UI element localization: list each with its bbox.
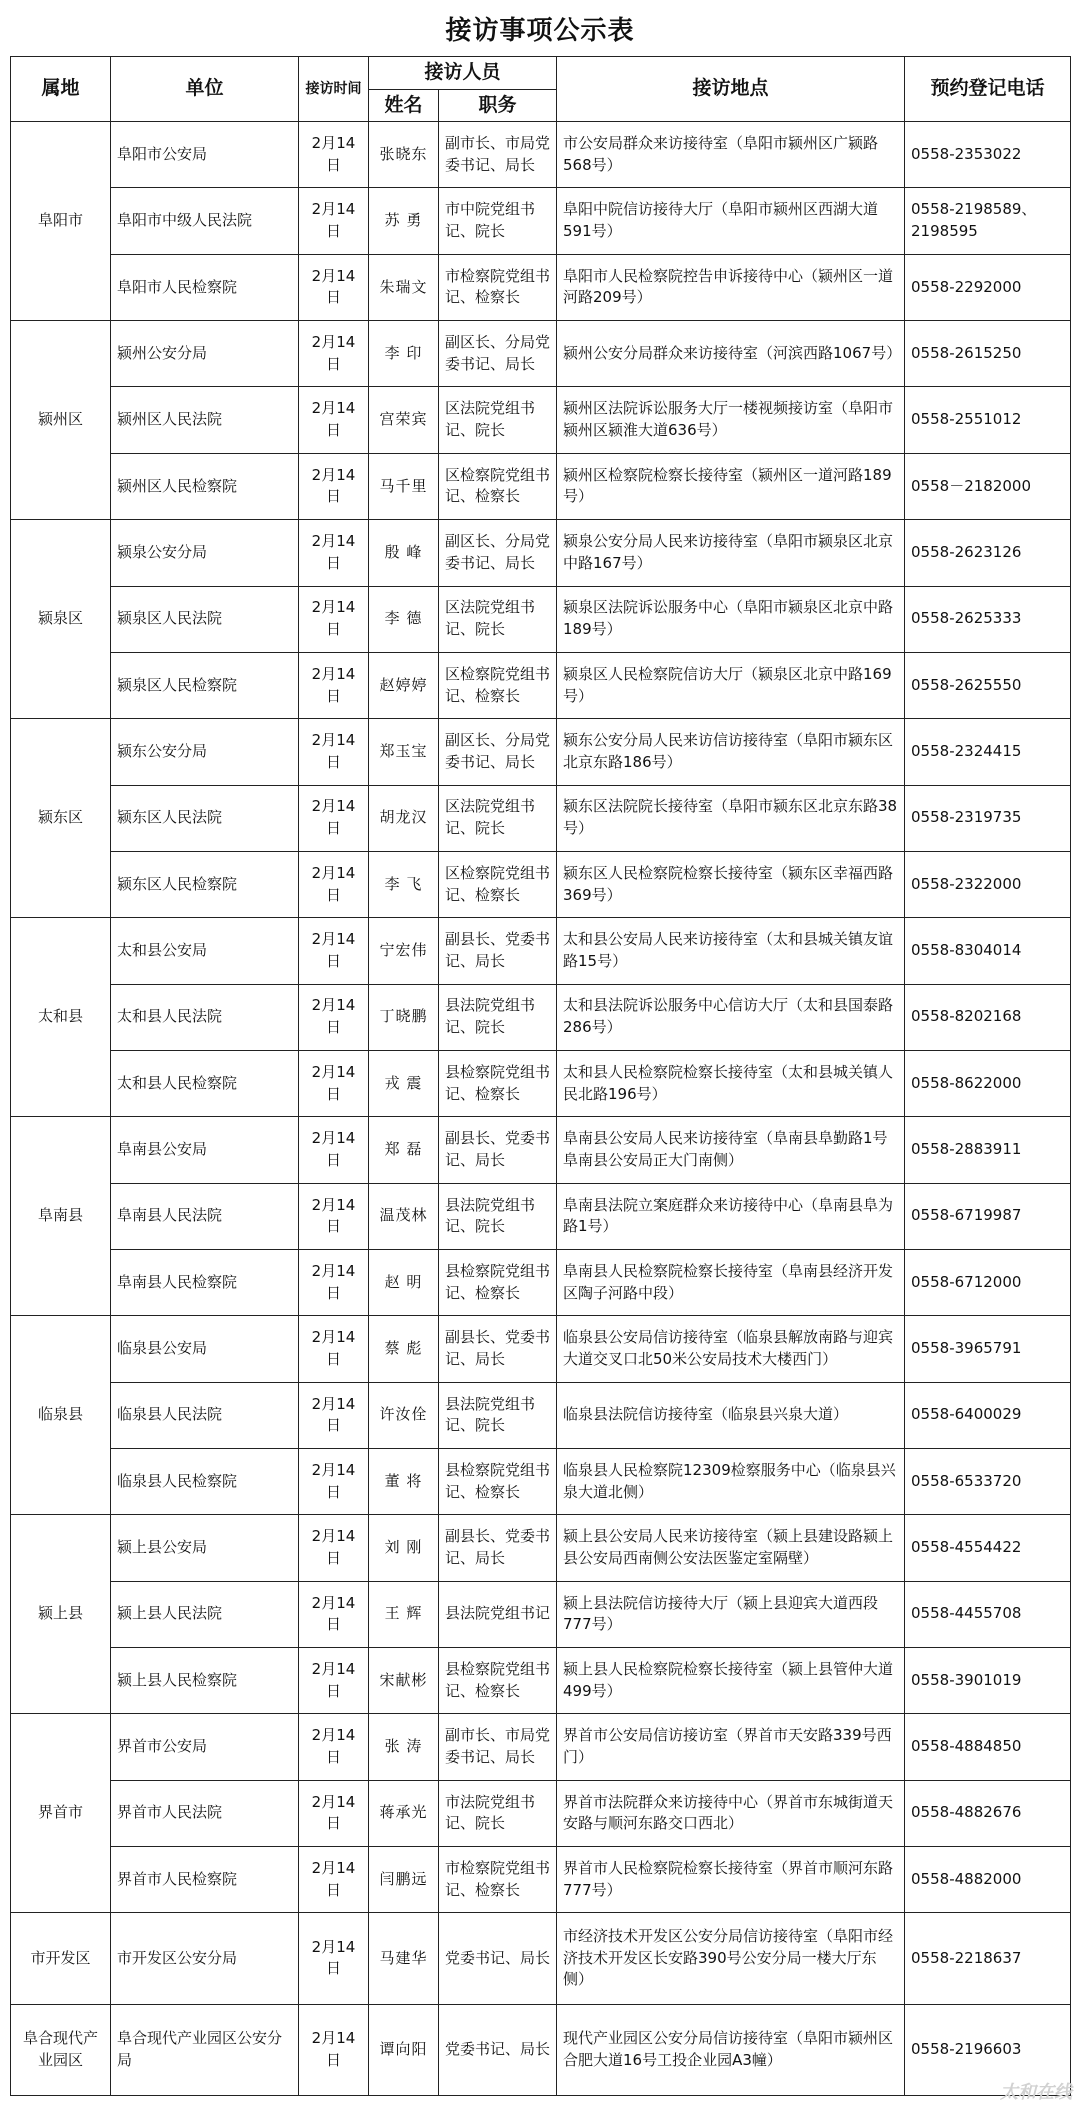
date-cell: 2月14日 xyxy=(299,453,369,519)
name-cell: 许汝佺 xyxy=(369,1382,439,1448)
name-cell: 宫荣宾 xyxy=(369,387,439,453)
position-cell: 副市长、市局党委书记、局长 xyxy=(439,122,557,188)
position-cell: 党委书记、局长 xyxy=(439,1913,557,2004)
header-location: 接访地点 xyxy=(557,57,905,122)
unit-cell: 临泉县人民检察院 xyxy=(111,1448,299,1514)
position-cell: 县检察院党组书记、检察长 xyxy=(439,1448,557,1514)
date-cell: 2月14日 xyxy=(299,1780,369,1846)
region-cell: 阜合现代产业园区 xyxy=(11,2004,111,2095)
phone-cell: 0558-2322000 xyxy=(905,851,1071,917)
name-cell: 郑 磊 xyxy=(369,1117,439,1183)
unit-cell: 阜南县人民法院 xyxy=(111,1183,299,1249)
region-cell: 颍东区 xyxy=(11,719,111,918)
date-cell: 2月14日 xyxy=(299,254,369,320)
phone-cell: 0558-6712000 xyxy=(905,1249,1071,1315)
name-cell: 赵 明 xyxy=(369,1249,439,1315)
region-cell: 颍州区 xyxy=(11,321,111,520)
location-cell: 颍州公安分局群众来访接待室（河滨西路1067号） xyxy=(557,321,905,387)
table-row xyxy=(11,785,1071,851)
date-cell: 2月14日 xyxy=(299,188,369,254)
phone-cell: 0558-6719987 xyxy=(905,1183,1071,1249)
region-cell: 颍上县 xyxy=(11,1515,111,1714)
location-cell: 颍上县公安局人民来访接待室（颍上县建设路颍上县公安局西南侧公安法医鉴定室隔壁） xyxy=(557,1515,905,1581)
unit-cell: 阜合现代产业园区公安分局 xyxy=(111,2004,299,2095)
table-row xyxy=(11,321,1071,387)
unit-cell: 阜南县公安局 xyxy=(111,1117,299,1183)
phone-cell: 0558-3965791 xyxy=(905,1316,1071,1382)
location-cell: 阜南县法院立案庭群众来访接待中心（阜南县阜为路1号） xyxy=(557,1183,905,1249)
table-row xyxy=(11,851,1071,917)
date-cell: 2月14日 xyxy=(299,1249,369,1315)
unit-cell: 颍上县公安局 xyxy=(111,1515,299,1581)
date-cell: 2月14日 xyxy=(299,1382,369,1448)
location-cell: 阜阳市人民检察院控告申诉接待中心（颍州区一道河路209号） xyxy=(557,254,905,320)
table-row xyxy=(11,1714,1071,1780)
position-cell: 副区长、分局党委书记、局长 xyxy=(439,520,557,586)
watermark-logo: 太和在线 xyxy=(1000,2082,1072,2103)
unit-cell: 颍东区人民法院 xyxy=(111,785,299,851)
location-cell: 颍州区法院诉讼服务大厅一楼视频接访室（阜阳市颍州区颍淮大道636号） xyxy=(557,387,905,453)
location-cell: 颍东区法院院长接待室（阜阳市颍东区北京东路38号） xyxy=(557,785,905,851)
table-row xyxy=(11,254,1071,320)
position-cell: 区法院党组书记、院长 xyxy=(439,586,557,652)
header-staff: 接访人员 xyxy=(369,57,557,90)
position-cell: 市检察院党组书记、检察长 xyxy=(439,254,557,320)
date-cell: 2月14日 xyxy=(299,1515,369,1581)
phone-cell: 0558-3901019 xyxy=(905,1648,1071,1714)
unit-cell: 颍州区人民法院 xyxy=(111,387,299,453)
region-cell: 市开发区 xyxy=(11,1913,111,2004)
date-cell: 2月14日 xyxy=(299,122,369,188)
name-cell: 温茂林 xyxy=(369,1183,439,1249)
unit-cell: 颍州公安分局 xyxy=(111,321,299,387)
header-position: 职务 xyxy=(439,89,557,122)
phone-cell: 0558-4554422 xyxy=(905,1515,1071,1581)
table-row xyxy=(11,1183,1071,1249)
name-cell: 戎 震 xyxy=(369,1050,439,1116)
date-cell: 2月14日 xyxy=(299,2004,369,2095)
table-row xyxy=(11,1581,1071,1647)
location-cell: 界首市法院群众来访接待中心（界首市东城街道天安路与顺河东路交口西北） xyxy=(557,1780,905,1846)
location-cell: 太和县公安局人民来访接待室（太和县城关镇友谊路15号） xyxy=(557,918,905,984)
name-cell: 蔡 彪 xyxy=(369,1316,439,1382)
name-cell: 李 飞 xyxy=(369,851,439,917)
region-cell: 阜南县 xyxy=(11,1117,111,1316)
phone-cell: 0558-2319735 xyxy=(905,785,1071,851)
name-cell: 苏 勇 xyxy=(369,188,439,254)
name-cell: 马千里 xyxy=(369,453,439,519)
date-cell: 2月14日 xyxy=(299,1050,369,1116)
table-header xyxy=(11,57,1071,122)
unit-cell: 太和县人民法院 xyxy=(111,984,299,1050)
unit-cell: 颍上县人民法院 xyxy=(111,1581,299,1647)
date-cell: 2月14日 xyxy=(299,785,369,851)
table-row xyxy=(11,1913,1071,2004)
position-cell: 副县长、党委书记、局长 xyxy=(439,1515,557,1581)
table-row xyxy=(11,719,1071,785)
table-row xyxy=(11,1050,1071,1116)
location-cell: 颍东公安分局人民来访信访接待室（阜阳市颍东区北京东路186号） xyxy=(557,719,905,785)
name-cell: 马建华 xyxy=(369,1913,439,2004)
unit-cell: 阜南县人民检察院 xyxy=(111,1249,299,1315)
header-name: 姓名 xyxy=(369,89,439,122)
table-row xyxy=(11,122,1071,188)
date-cell: 2月14日 xyxy=(299,1316,369,1382)
date-cell: 2月14日 xyxy=(299,1117,369,1183)
date-cell: 2月14日 xyxy=(299,1581,369,1647)
name-cell: 宁宏伟 xyxy=(369,918,439,984)
table-row xyxy=(11,984,1071,1050)
location-cell: 颍泉区人民检察院信访大厅（颍泉区北京中路169号） xyxy=(557,652,905,718)
unit-cell: 颍上县人民检察院 xyxy=(111,1648,299,1714)
phone-cell: 0558-4882676 xyxy=(905,1780,1071,1846)
position-cell: 县检察院党组书记、检察长 xyxy=(439,1648,557,1714)
location-cell: 现代产业园区公安分局信访接待室（阜阳市颍州区合肥大道16号工投企业园A3幢） xyxy=(557,2004,905,2095)
location-cell: 颍上县人民检察院检察长接待室（颍上县管仲大道499号） xyxy=(557,1648,905,1714)
name-cell: 殷 峰 xyxy=(369,520,439,586)
name-cell: 谭向阳 xyxy=(369,2004,439,2095)
position-cell: 副市长、市局党委书记、局长 xyxy=(439,1714,557,1780)
name-cell: 李 德 xyxy=(369,586,439,652)
position-cell: 县检察院党组书记、检察长 xyxy=(439,1249,557,1315)
location-cell: 市经济技术开发区公安分局信访接待室（阜阳市经济技术开发区长安路390号公安分局一楼大厅东侧） xyxy=(557,1913,905,2004)
name-cell: 赵婷婷 xyxy=(369,652,439,718)
header-unit: 单位 xyxy=(111,57,299,122)
unit-cell: 界首市公安局 xyxy=(111,1714,299,1780)
unit-cell: 颍泉公安分局 xyxy=(111,520,299,586)
phone-cell: 0558-2883911 xyxy=(905,1117,1071,1183)
region-cell: 阜阳市 xyxy=(11,122,111,321)
table-row xyxy=(11,1382,1071,1448)
location-cell: 颍州区检察院检察长接待室（颍州区一道河路189号） xyxy=(557,453,905,519)
location-cell: 颍泉公安分局人民来访接待室（阜阳市颍泉区北京中路167号） xyxy=(557,520,905,586)
phone-cell: 0558-2615250 xyxy=(905,321,1071,387)
location-cell: 太和县人民检察院检察长接待室（太和县城关镇人民北路196号） xyxy=(557,1050,905,1116)
position-cell: 副县长、党委书记、局长 xyxy=(439,1117,557,1183)
position-cell: 区检察院党组书记、检察长 xyxy=(439,652,557,718)
position-cell: 市法院党组书记、院长 xyxy=(439,1780,557,1846)
position-cell: 副县长、党委书记、局长 xyxy=(439,1316,557,1382)
name-cell: 闫鹏远 xyxy=(369,1847,439,1913)
table-row xyxy=(11,1249,1071,1315)
unit-cell: 界首市人民检察院 xyxy=(111,1847,299,1913)
location-cell: 太和县法院诉讼服务中心信访大厅（太和县国泰路286号） xyxy=(557,984,905,1050)
table-row xyxy=(11,1117,1071,1183)
name-cell: 郑玉宝 xyxy=(369,719,439,785)
date-cell: 2月14日 xyxy=(299,1714,369,1780)
date-cell: 2月14日 xyxy=(299,1648,369,1714)
region-cell: 临泉县 xyxy=(11,1316,111,1515)
table-row xyxy=(11,1448,1071,1514)
date-cell: 2月14日 xyxy=(299,1448,369,1514)
date-cell: 2月14日 xyxy=(299,652,369,718)
location-cell: 颍东区人民检察院检察长接待室（颍东区幸福西路369号） xyxy=(557,851,905,917)
phone-cell: 0558-2625333 xyxy=(905,586,1071,652)
position-cell: 县法院党组书记、院长 xyxy=(439,1183,557,1249)
phone-cell: 0558-4884850 xyxy=(905,1714,1071,1780)
table-row xyxy=(11,520,1071,586)
table-body xyxy=(11,122,1071,2096)
position-cell: 县法院党组书记、院长 xyxy=(439,1382,557,1448)
name-cell: 张 涛 xyxy=(369,1714,439,1780)
unit-cell: 临泉县人民法院 xyxy=(111,1382,299,1448)
location-cell: 市公安局群众来访接待室（阜阳市颍州区广颍路568号） xyxy=(557,122,905,188)
phone-cell: 0558-2218637 xyxy=(905,1913,1071,2004)
table-row xyxy=(11,1648,1071,1714)
phone-cell: 0558-4882000 xyxy=(905,1847,1071,1913)
phone-cell: 0558-2324415 xyxy=(905,719,1071,785)
location-cell: 界首市公安局信访接访室（界首市天安路339号西门） xyxy=(557,1714,905,1780)
name-cell: 胡龙汉 xyxy=(369,785,439,851)
date-cell: 2月14日 xyxy=(299,719,369,785)
date-cell: 2月14日 xyxy=(299,1183,369,1249)
unit-cell: 阜阳市人民检察院 xyxy=(111,254,299,320)
date-cell: 2月14日 xyxy=(299,1913,369,2004)
unit-cell: 太和县公安局 xyxy=(111,918,299,984)
phone-cell: 0558-2292000 xyxy=(905,254,1071,320)
date-cell: 2月14日 xyxy=(299,1847,369,1913)
position-cell: 县检察院党组书记、检察长 xyxy=(439,1050,557,1116)
location-cell: 临泉县法院信访接待室（临泉县兴泉大道） xyxy=(557,1382,905,1448)
phone-cell: 0558-2551012 xyxy=(905,387,1071,453)
phone-cell: 0558-2198589、2198595 xyxy=(905,188,1071,254)
region-cell: 太和县 xyxy=(11,918,111,1117)
location-cell: 阜南县公安局人民来访接待室（阜南县阜勤路1号阜南县公安局正大门南侧） xyxy=(557,1117,905,1183)
table-row xyxy=(11,652,1071,718)
position-cell: 市检察院党组书记、检察长 xyxy=(439,1847,557,1913)
table-row xyxy=(11,1780,1071,1846)
table-row xyxy=(11,918,1071,984)
header-time: 接访时间 xyxy=(299,57,369,122)
location-cell: 临泉县人民检察院12309检察服务中心（临泉县兴泉大道北侧） xyxy=(557,1448,905,1514)
name-cell: 董 将 xyxy=(369,1448,439,1514)
table-row xyxy=(11,1316,1071,1382)
position-cell: 副县长、党委书记、局长 xyxy=(439,918,557,984)
phone-cell: 0558-8622000 xyxy=(905,1050,1071,1116)
table-row xyxy=(11,586,1071,652)
position-cell: 区检察院党组书记、检察长 xyxy=(439,851,557,917)
date-cell: 2月14日 xyxy=(299,387,369,453)
date-cell: 2月14日 xyxy=(299,586,369,652)
position-cell: 县法院党组书记、院长 xyxy=(439,984,557,1050)
unit-cell: 阜阳市中级人民法院 xyxy=(111,188,299,254)
phone-cell: 0558-4455708 xyxy=(905,1581,1071,1647)
schedule-table xyxy=(10,56,1071,2096)
name-cell: 张晓东 xyxy=(369,122,439,188)
unit-cell: 颍州区人民检察院 xyxy=(111,453,299,519)
table-row xyxy=(11,2004,1071,2095)
unit-cell: 临泉县公安局 xyxy=(111,1316,299,1382)
header-region: 属地 xyxy=(11,57,111,122)
phone-cell: 0558-8304014 xyxy=(905,918,1071,984)
date-cell: 2月14日 xyxy=(299,321,369,387)
name-cell: 蒋承光 xyxy=(369,1780,439,1846)
phone-cell: 0558-6533720 xyxy=(905,1448,1071,1514)
position-cell: 副区长、分局党委书记、局长 xyxy=(439,321,557,387)
date-cell: 2月14日 xyxy=(299,851,369,917)
position-cell: 副区长、分局党委书记、局长 xyxy=(439,719,557,785)
name-cell: 李 印 xyxy=(369,321,439,387)
unit-cell: 阜阳市公安局 xyxy=(111,122,299,188)
phone-cell: 0558－2182000 xyxy=(905,453,1071,519)
phone-cell: 0558-2623126 xyxy=(905,520,1071,586)
table-row xyxy=(11,1847,1071,1913)
phone-cell: 0558-2196603 xyxy=(905,2004,1071,2095)
location-cell: 颍泉区法院诉讼服务中心（阜阳市颍泉区北京中路189号） xyxy=(557,586,905,652)
table-row xyxy=(11,1515,1071,1581)
header-phone: 预约登记电话 xyxy=(905,57,1071,122)
region-cell: 颍泉区 xyxy=(11,520,111,719)
location-cell: 阜南县人民检察院检察长接待室（阜南县经济开发区陶子河路中段） xyxy=(557,1249,905,1315)
date-cell: 2月14日 xyxy=(299,918,369,984)
unit-cell: 颍泉区人民检察院 xyxy=(111,652,299,718)
position-cell: 县法院党组书记 xyxy=(439,1581,557,1647)
position-cell: 区法院党组书记、院长 xyxy=(439,387,557,453)
position-cell: 市中院党组书记、院长 xyxy=(439,188,557,254)
unit-cell: 市开发区公安分局 xyxy=(111,1913,299,2004)
unit-cell: 界首市人民法院 xyxy=(111,1780,299,1846)
region-cell: 界首市 xyxy=(11,1714,111,1913)
table-row xyxy=(11,188,1071,254)
phone-cell: 0558-6400029 xyxy=(905,1382,1071,1448)
name-cell: 朱瑞文 xyxy=(369,254,439,320)
unit-cell: 颍泉区人民法院 xyxy=(111,586,299,652)
table-row xyxy=(11,387,1071,453)
unit-cell: 颍东公安分局 xyxy=(111,719,299,785)
location-cell: 界首市人民检察院检察长接待室（界首市顺河东路777号） xyxy=(557,1847,905,1913)
date-cell: 2月14日 xyxy=(299,520,369,586)
position-cell: 党委书记、局长 xyxy=(439,2004,557,2095)
name-cell: 王 辉 xyxy=(369,1581,439,1647)
unit-cell: 颍东区人民检察院 xyxy=(111,851,299,917)
name-cell: 刘 刚 xyxy=(369,1515,439,1581)
date-cell: 2月14日 xyxy=(299,984,369,1050)
name-cell: 宋献彬 xyxy=(369,1648,439,1714)
location-cell: 阜阳中院信访接待大厅（阜阳市颍州区西湖大道591号） xyxy=(557,188,905,254)
phone-cell: 0558-8202168 xyxy=(905,984,1071,1050)
phone-cell: 0558-2353022 xyxy=(905,122,1071,188)
position-cell: 区法院党组书记、院长 xyxy=(439,785,557,851)
location-cell: 颍上县法院信访接待大厅（颍上县迎宾大道西段777号） xyxy=(557,1581,905,1647)
location-cell: 临泉县公安局信访接待室（临泉县解放南路与迎宾大道交叉口北50米公安局技术大楼西门） xyxy=(557,1316,905,1382)
phone-cell: 0558-2625550 xyxy=(905,652,1071,718)
name-cell: 丁晓鹏 xyxy=(369,984,439,1050)
unit-cell: 太和县人民检察院 xyxy=(111,1050,299,1116)
page-title: 接访事项公示表 xyxy=(445,16,635,46)
position-cell: 区检察院党组书记、检察长 xyxy=(439,453,557,519)
table-row xyxy=(11,453,1071,519)
